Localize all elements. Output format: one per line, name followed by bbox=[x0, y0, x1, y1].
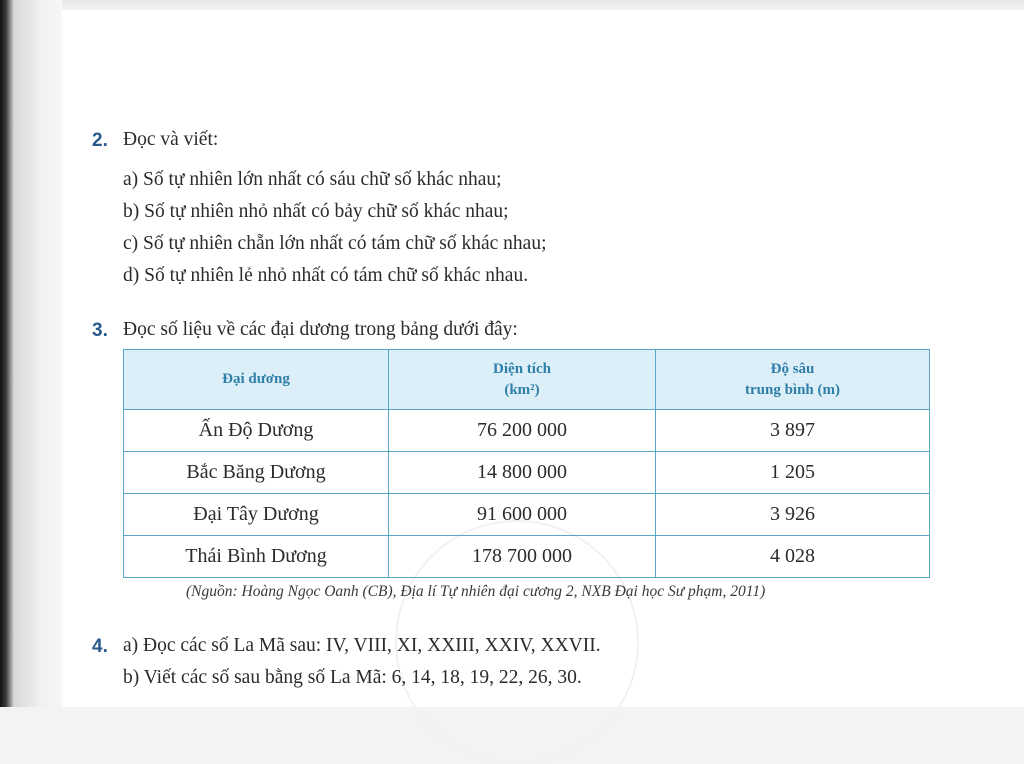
exercise-3-number: 3. bbox=[92, 320, 108, 341]
exercise-2-item-d: d) Số tự nhiên lẻ nhỏ nhất có tám chữ số khác nhau. bbox=[123, 265, 529, 286]
cell-depth: 3 897 bbox=[656, 410, 930, 452]
table-row bbox=[124, 452, 930, 494]
ocean-data-table bbox=[123, 349, 930, 578]
table-header-row bbox=[124, 350, 930, 410]
header-area: Diện tích (km²) bbox=[389, 350, 656, 410]
cell-ocean-name: Ấn Độ Dương bbox=[124, 410, 389, 452]
cell-depth: 3 926 bbox=[656, 494, 930, 536]
table-row bbox=[124, 494, 930, 536]
header-ocean: Đại dương bbox=[124, 350, 389, 410]
book-spine-shadow bbox=[0, 0, 62, 707]
cell-area: 91 600 000 bbox=[389, 494, 656, 536]
exercise-2-item-c: c) Số tự nhiên chẵn lớn nhất có tám chữ số khác nhau; bbox=[123, 233, 547, 254]
exercise-4-line-a: a) Đọc các số La Mã sau: IV, VIII, XI, XXIII, XXIV, XXVII. bbox=[123, 635, 601, 656]
exercise-2-item-a: a) Số tự nhiên lớn nhất có sáu chữ số khác nhau; bbox=[123, 169, 502, 190]
header-depth: Độ sâu trung bình (m) bbox=[656, 350, 930, 410]
cell-ocean-name: Đại Tây Dương bbox=[124, 494, 389, 536]
cell-ocean-name: Bắc Băng Dương bbox=[124, 452, 389, 494]
exercise-4-number: 4. bbox=[92, 636, 108, 657]
cell-area: 76 200 000 bbox=[389, 410, 656, 452]
table-row bbox=[124, 410, 930, 452]
top-edge bbox=[0, 0, 1024, 10]
exercise-4-line-b: b) Viết các số sau bằng số La Mã: 6, 14, 18, 19, 22, 26, 30. bbox=[123, 667, 582, 688]
table-source-citation: (Nguồn: Hoàng Ngọc Oanh (CB), Địa lí Tự nhiên đại cương 2, NXB Đại học Sư phạm, 2011) bbox=[186, 583, 766, 600]
exercise-2-item-b: b) Số tự nhiên nhỏ nhất có bảy chữ số khác nhau; bbox=[123, 201, 509, 222]
cell-depth: 1 205 bbox=[656, 452, 930, 494]
exercise-2-number: 2. bbox=[92, 130, 108, 151]
cell-area: 14 800 000 bbox=[389, 452, 656, 494]
table-row bbox=[124, 536, 930, 578]
cell-depth: 4 028 bbox=[656, 536, 930, 578]
cell-area: 178 700 000 bbox=[389, 536, 656, 578]
cell-ocean-name: Thái Bình Dương bbox=[124, 536, 389, 578]
exercise-2-title: Đọc và viết: bbox=[123, 129, 219, 150]
exercise-3-title: Đọc số liệu về các đại dương trong bảng dưới đây: bbox=[123, 319, 518, 340]
